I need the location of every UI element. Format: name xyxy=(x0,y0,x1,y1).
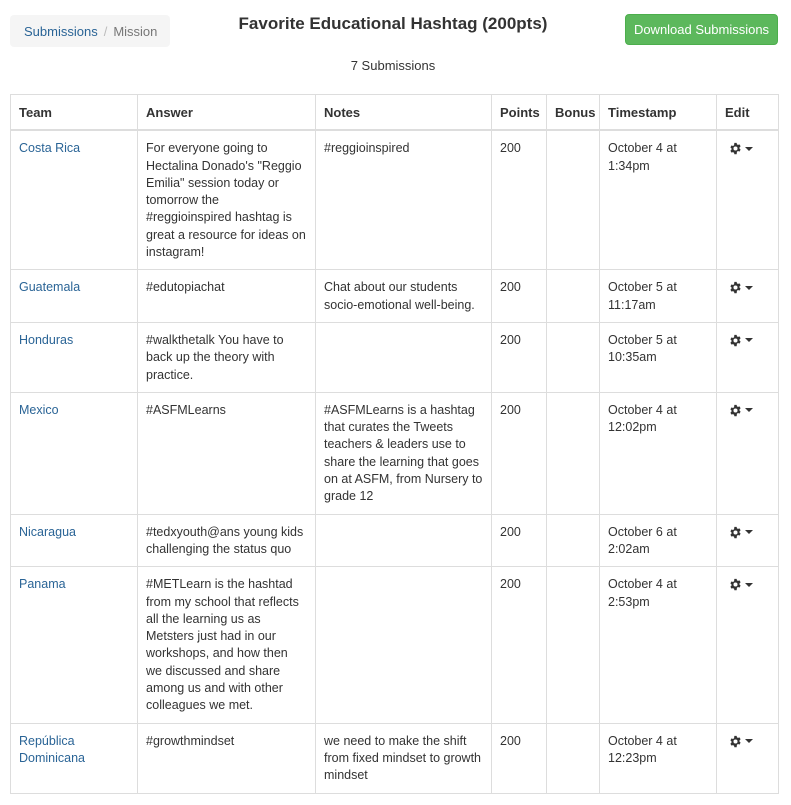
answer-cell: #METLearn is the hashtad from my school that reflects all the learning us as Metsters just had in our workshops, and how then we discussed and share among us and with other colleagues we met. xyxy=(138,567,316,723)
team-cell xyxy=(11,567,138,723)
bonus-cell xyxy=(547,723,600,793)
edit-dropdown-button[interactable] xyxy=(729,526,753,539)
table-row xyxy=(11,392,779,514)
team-link[interactable]: República Dominicana xyxy=(19,733,86,765)
download-submissions-button[interactable]: Download Submissions xyxy=(625,14,778,45)
timestamp-cell: October 5 at 11:17am xyxy=(600,270,717,323)
chevron-down-icon xyxy=(745,338,753,342)
breadcrumb-separator: / xyxy=(103,23,108,39)
notes-cell: Chat about our students socio-emotional well-being. xyxy=(316,270,492,323)
team-cell xyxy=(11,270,138,323)
gear-icon xyxy=(729,526,742,539)
chevron-down-icon xyxy=(745,408,753,412)
points-cell: 200 xyxy=(492,270,547,323)
points-cell: 200 xyxy=(492,514,547,567)
edit-cell xyxy=(717,567,779,723)
answer-cell: #tedxyouth@ans young kids challenging the status quo xyxy=(138,514,316,567)
answer-cell: #walkthetalk You have to back up the theory with practice. xyxy=(138,322,316,392)
team-link[interactable]: Nicaragua xyxy=(19,524,76,539)
notes-cell: #reggioinspired xyxy=(316,130,492,270)
submissions-table xyxy=(10,94,779,794)
edit-dropdown-button[interactable] xyxy=(729,404,753,417)
notes-cell: we need to make the shift from fixed mindset to growth mindset xyxy=(316,723,492,793)
timestamp-cell: October 6 at 2:02am xyxy=(600,514,717,567)
answer-cell: For everyone going to Hectalina Donado's "Reggio Emilia" session today or tomorrow the #reggioinspired hashtag is great a resource for ideas on instagram! xyxy=(138,130,316,270)
team-cell xyxy=(11,322,138,392)
team-cell xyxy=(11,514,138,567)
points-cell: 200 xyxy=(492,322,547,392)
team-link[interactable]: Costa Rica xyxy=(19,141,81,156)
answer-cell: #ASFMLearns xyxy=(138,392,316,514)
submission-count: 7 Submissions xyxy=(350,58,436,73)
timestamp-cell: October 4 at 12:23pm xyxy=(600,723,717,793)
edit-dropdown-button[interactable] xyxy=(729,334,753,347)
table-row xyxy=(11,270,779,323)
points-cell: 200 xyxy=(492,567,547,723)
edit-cell xyxy=(717,392,779,514)
column-header-team: Team xyxy=(11,95,138,131)
bonus-cell xyxy=(547,130,600,270)
page-title: Favorite Educational Hashtag (200pts) xyxy=(238,14,548,33)
notes-cell xyxy=(316,514,492,567)
team-link[interactable]: Panama xyxy=(19,577,66,592)
edit-dropdown-button[interactable] xyxy=(729,735,753,748)
edit-cell xyxy=(717,322,779,392)
table-row xyxy=(11,322,779,392)
gear-icon xyxy=(729,334,742,347)
notes-cell: #ASFMLearns is a hashtag that curates the Tweets teachers & leaders use to share the learning that goes on at ASFM, from Nursery to grade 12 xyxy=(316,392,492,514)
chevron-down-icon xyxy=(745,583,753,587)
answer-cell: #growthmindset xyxy=(138,723,316,793)
timestamp-cell: October 4 at 12:02pm xyxy=(600,392,717,514)
chevron-down-icon xyxy=(745,286,753,290)
bonus-cell xyxy=(547,567,600,723)
bonus-cell xyxy=(547,392,600,514)
gear-icon xyxy=(729,735,742,748)
team-cell xyxy=(11,130,138,270)
breadcrumb-submissions-link[interactable]: Submissions xyxy=(24,23,98,39)
team-link[interactable]: Honduras xyxy=(19,332,74,347)
column-header-answer: Answer xyxy=(138,95,316,131)
edit-cell xyxy=(717,723,779,793)
gear-icon xyxy=(729,578,742,591)
chevron-down-icon xyxy=(745,530,753,534)
table-row xyxy=(11,514,779,567)
breadcrumb-current: Mission xyxy=(113,23,158,39)
table-row xyxy=(11,567,779,723)
gear-icon xyxy=(729,142,742,155)
column-header-edit: Edit xyxy=(717,95,779,131)
team-link[interactable]: Mexico xyxy=(19,402,59,417)
breadcrumb xyxy=(10,15,170,47)
team-cell xyxy=(11,723,138,793)
gear-icon xyxy=(729,281,742,294)
chevron-down-icon xyxy=(745,147,753,151)
table-row xyxy=(11,130,779,270)
edit-dropdown-button[interactable] xyxy=(729,281,753,294)
team-link[interactable]: Guatemala xyxy=(19,280,81,295)
answer-cell: #edutopiachat xyxy=(138,270,316,323)
bonus-cell xyxy=(547,514,600,567)
points-cell: 200 xyxy=(492,723,547,793)
column-header-points: Points xyxy=(492,95,547,131)
edit-dropdown-button[interactable] xyxy=(729,142,753,155)
notes-cell xyxy=(316,322,492,392)
timestamp-cell: October 4 at 1:34pm xyxy=(600,130,717,270)
notes-cell xyxy=(316,567,492,723)
timestamp-cell: October 5 at 10:35am xyxy=(600,322,717,392)
chevron-down-icon xyxy=(745,739,753,743)
column-header-notes: Notes xyxy=(316,95,492,131)
team-cell xyxy=(11,392,138,514)
bonus-cell xyxy=(547,322,600,392)
points-cell: 200 xyxy=(492,392,547,514)
points-cell: 200 xyxy=(492,130,547,270)
table-header-row xyxy=(11,95,779,131)
edit-cell xyxy=(717,514,779,567)
timestamp-cell: October 4 at 2:53pm xyxy=(600,567,717,723)
gear-icon xyxy=(729,404,742,417)
column-header-bonus: Bonus xyxy=(547,95,600,131)
edit-cell xyxy=(717,270,779,323)
edit-cell xyxy=(717,130,779,270)
bonus-cell xyxy=(547,270,600,323)
table-row xyxy=(11,723,779,793)
edit-dropdown-button[interactable] xyxy=(729,578,753,591)
column-header-timestamp: Timestamp xyxy=(600,95,717,131)
